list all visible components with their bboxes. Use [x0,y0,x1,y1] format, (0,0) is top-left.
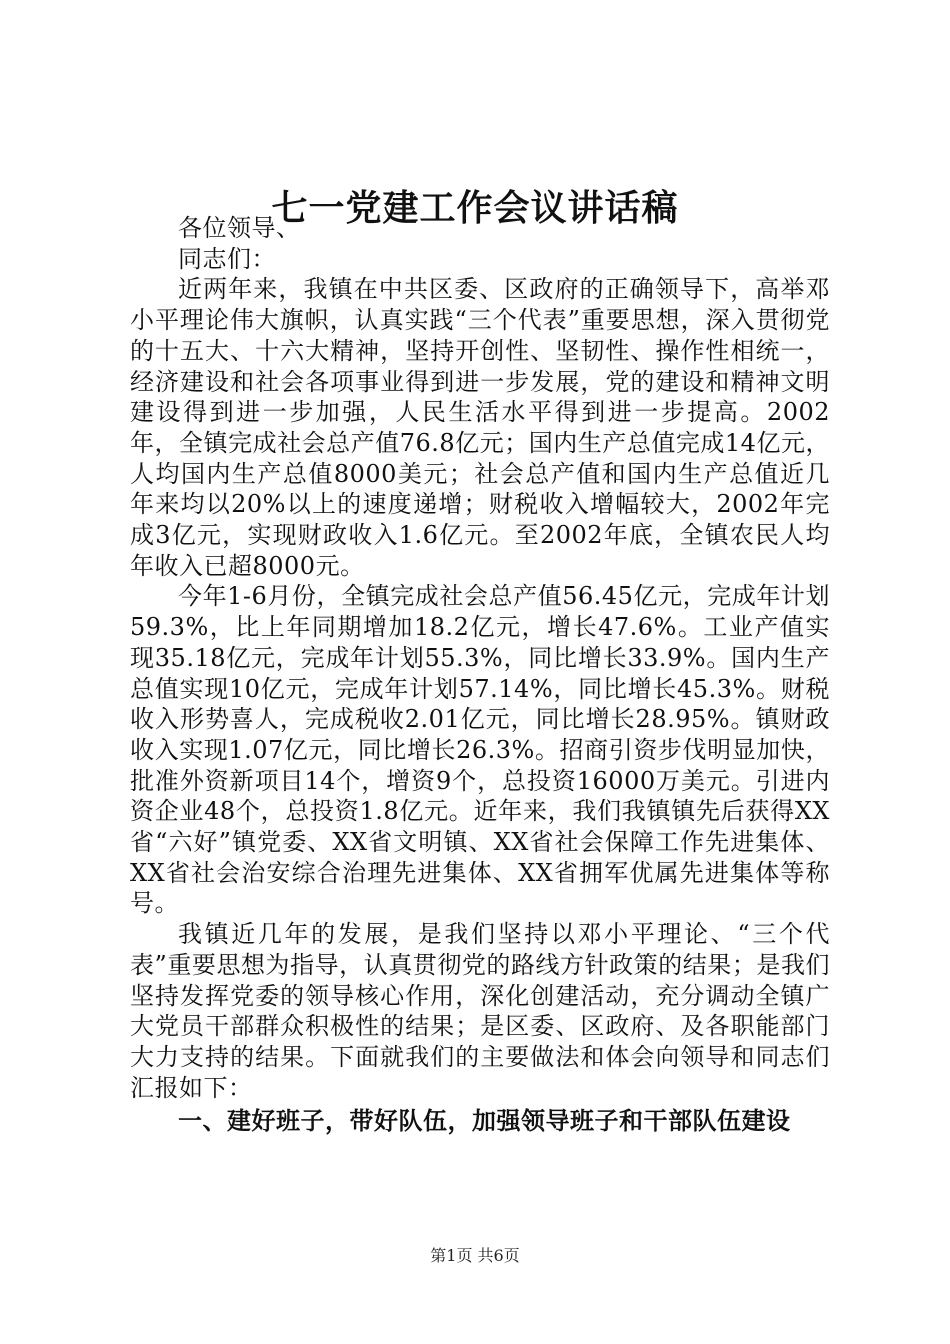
salutation-comrades: 同志们： [178,244,276,273]
paragraph-summary: 我镇近几年的发展，是我们坚持以邓小平理论、“三个代表”重要思想为指导，认真贯彻党的路线方针政策的结果；是我们坚持发挥党委的领导核心作用，深化创建活动，充分调动全镇广大党员干部群众积极性的结果；是区委、区政府、及各职能部门大力支持的结果。下面就我们的主要做法和体会向领导和同志们汇报如下： [130,920,830,1102]
salutation-leaders: 各位领导、 [178,214,301,242]
paragraph-first-half-results: 今年1-6月份，全镇完成社会总产值56.45亿元，完成年计划59.3%，比上年同期增加18.2亿元，增长47.6%。工业产值实现35.18亿元，完成年计划55.3%，同比增长33.9%。国内生产总值实现10亿元，完成年计划57.14%，同比增长45.3%。财税收入形势喜人，完成税收2.01亿元，同比增长28.95%。镇财政收入实现1.07亿元，同比增长26.3%。招商引资步伐明显加快，批准外资新项目14个，增资9个，总投资16000万美元。引进内资企业48个，总投资1.8亿元。近年来，我们我镇镇先后获得XX省“六好”镇党委、XX省文明镇、XX省社会保障工作先进集体、XX省社会治安综合治理先进集体、XX省拥军优属先进集体等称号。 [130,582,830,918]
paragraph-overview: 近两年来，我镇在中共区委、区政府的正确领导下，高举邓小平理论伟大旗帜，认真实践“三个代表”重要思想，深入贯彻党的十五大、十六大精神，坚持开创性、坚韧性、操作性相统一，经济建设和社会各项事业得到进一步发展，党的建设和精神文明建设得到进一步加强，人民生活水平得到进一步提高。2002年，全镇完成社会总产值76.8亿元；国内生产总值完成14亿元，人均国内生产总值8000美元；社会总产值和国内生产总值近几年来均以20%以上的速度递增；财税收入增幅较大，2002年完成3亿元，实现财政收入1.6亿元。至2002年底，全镇农民人均年收入已超8000元。 [130,275,830,580]
page-number-footer: 第1页 共6页 [430,1246,520,1265]
document-title: 七一党建工作会议讲话稿 [271,187,679,229]
section-heading: 一、建好班子，带好队伍，加强领导班子和干部队伍建设 [178,1107,791,1136]
document-body [130,213,830,1139]
